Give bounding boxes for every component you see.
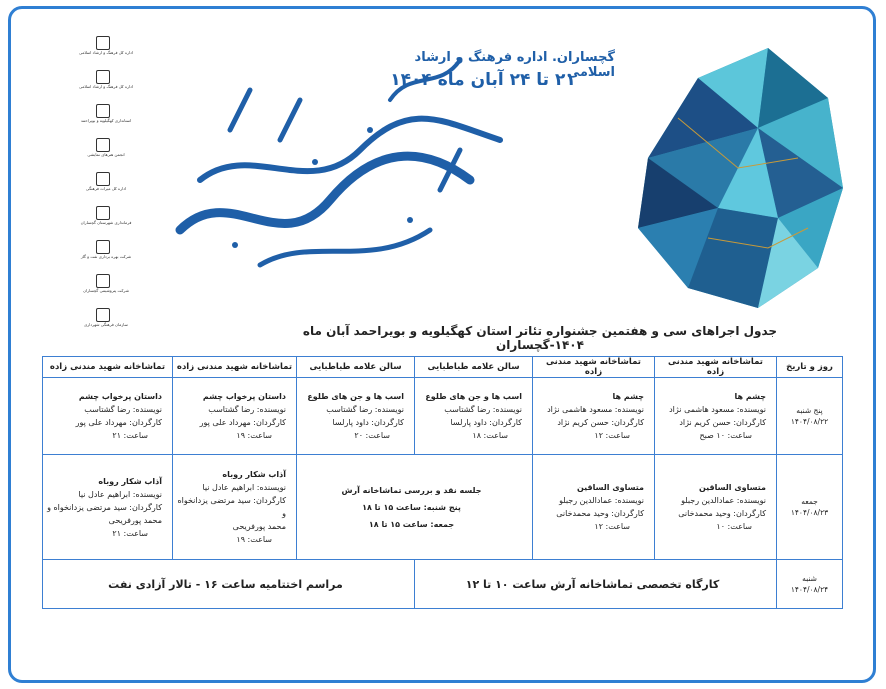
day-cell: جمعه ۱۴۰۴/۰۸/۲۳: [777, 455, 843, 560]
performance-cell: چشم ها نویسنده: مسعود هاشمی نژاد کارگردان: حسن کریم نژاد ساعت: ۱۰ صبح: [655, 378, 777, 455]
organizer-line: گچساران. اداره فرهنگ و ارشاد اسلامی: [414, 50, 615, 80]
column-header: تماشاخانه شهید مندنی زاده: [655, 357, 777, 378]
performance-cell: داستان پرخواب چشم نویسنده: رضا گشتاسب کارگردان: مهرداد علی پور ساعت: ۱۹: [173, 378, 297, 455]
performance-cell: داستان پرخواب چشم نویسنده: رضا گشتاسب کارگردان: مهرداد علی پور ساعت: ۲۱: [43, 378, 173, 455]
closing-ceremony-cell: مراسم اختتامیه ساعت ۱۶ - تالار آزادی نفت: [43, 560, 415, 609]
column-header: تماشاخانه شهید مندنی زاده: [533, 357, 655, 378]
day-cell: پنج شنبه ۱۴۰۴/۰۸/۲۲: [777, 378, 843, 455]
sponsor-logos: [62, 36, 150, 336]
table-title: جدول اجراهای سی و هفتمین جشنواره تئاتر استان کهگیلویه و بویراحمد آبان ماه ۱۴۰۴-گچساران: [302, 324, 778, 352]
column-header: سالن علامه طباطبایی: [297, 357, 415, 378]
festival-dates: ۲۱ تا ۲۴ آبان ماه ۱۴۰۴: [390, 70, 576, 90]
performance-cell: آذاب شکار روباه نویسنده: ابراهیم عادل نیا کارگردان: سید مرتضی یزدانخواه و محمد پورفریحی ساعت: ۱۹: [173, 455, 297, 560]
column-header: تماشاخانه شهید مندنی زاده: [43, 357, 173, 378]
performance-cell: متساوی الساقین نویسنده: عمادالدین رجبلو کارگردان: وحید محمدخانی ساعت: ۱۰: [655, 455, 777, 560]
sponsor-logo-6: فرمانداری شهرستان گچساران: [62, 206, 150, 220]
performance-cell: آذاب شکار روباه نویسنده: ابراهیم عادل نیا کارگردان: سید مرتضی یزدانخواه و محمد پورفریحی ساعت: ۲۱: [43, 455, 173, 560]
schedule-table: [42, 356, 843, 609]
column-header: سالن علامه طباطبایی: [415, 357, 533, 378]
performance-cell: اسب ها و جن های طلوع نویسنده: رضا گشتاسب کارگردان: داود پارلسا ساعت: ۲۰: [297, 378, 415, 455]
table-row: [43, 560, 843, 609]
table-header-row: [43, 357, 843, 378]
workshop-cell: کارگاه تخصصی تماشاخانه آرش ساعت ۱۰ تا ۱۲: [415, 560, 777, 609]
critique-session-cell: جلسه نقد و بررسی تماشاخانه آرش پنج شنبه: ساعت ۱۵ تا ۱۸ جمعه: ساعت ۱۵ تا ۱۸: [297, 455, 533, 560]
performance-cell: چشم ها نویسنده: مسعود هاشمی نژاد کارگردان: حسن کریم نژاد ساعت: ۱۲: [533, 378, 655, 455]
day-cell: شنبه ۱۴۰۴/۰۸/۲۴: [777, 560, 843, 609]
column-header: تماشاخانه شهید مندنی زاده: [173, 357, 297, 378]
sponsor-logo-9: سازمان فرهنگی شهرداری: [62, 308, 150, 322]
sponsor-logo-4: انجمن هنرهای نمایشی: [62, 138, 150, 152]
performance-cell: اسب ها و جن های طلوع نویسنده: رضا گشتاسب کارگردان: داود پارلسا ساعت: ۱۸: [415, 378, 533, 455]
sponsor-logo-8: شرکت پتروشیمی گچساران: [62, 274, 150, 288]
sponsor-logo-3: استانداری کهگیلویه و بویراحمد: [62, 104, 150, 118]
sponsor-logo-5: اداره کل میراث فرهنگی: [62, 172, 150, 186]
table-row: [43, 378, 843, 455]
polygon-face-artwork: [618, 38, 848, 318]
sponsor-logo-1: اداره کل فرهنگ و ارشاد اسلامی: [62, 36, 150, 50]
table-row: [43, 455, 843, 560]
sponsor-logo-7: شرکت بهره برداری نفت و گاز: [62, 240, 150, 254]
performance-cell: متساوی الساقین نویسنده: عمادالدین رجبلو کارگردان: وحید محمدخانی ساعت: ۱۲: [533, 455, 655, 560]
column-header: روز و تاریخ: [777, 357, 843, 378]
sponsor-logo-2: اداره کل فرهنگ و ارشاد اسلامی: [62, 70, 150, 84]
